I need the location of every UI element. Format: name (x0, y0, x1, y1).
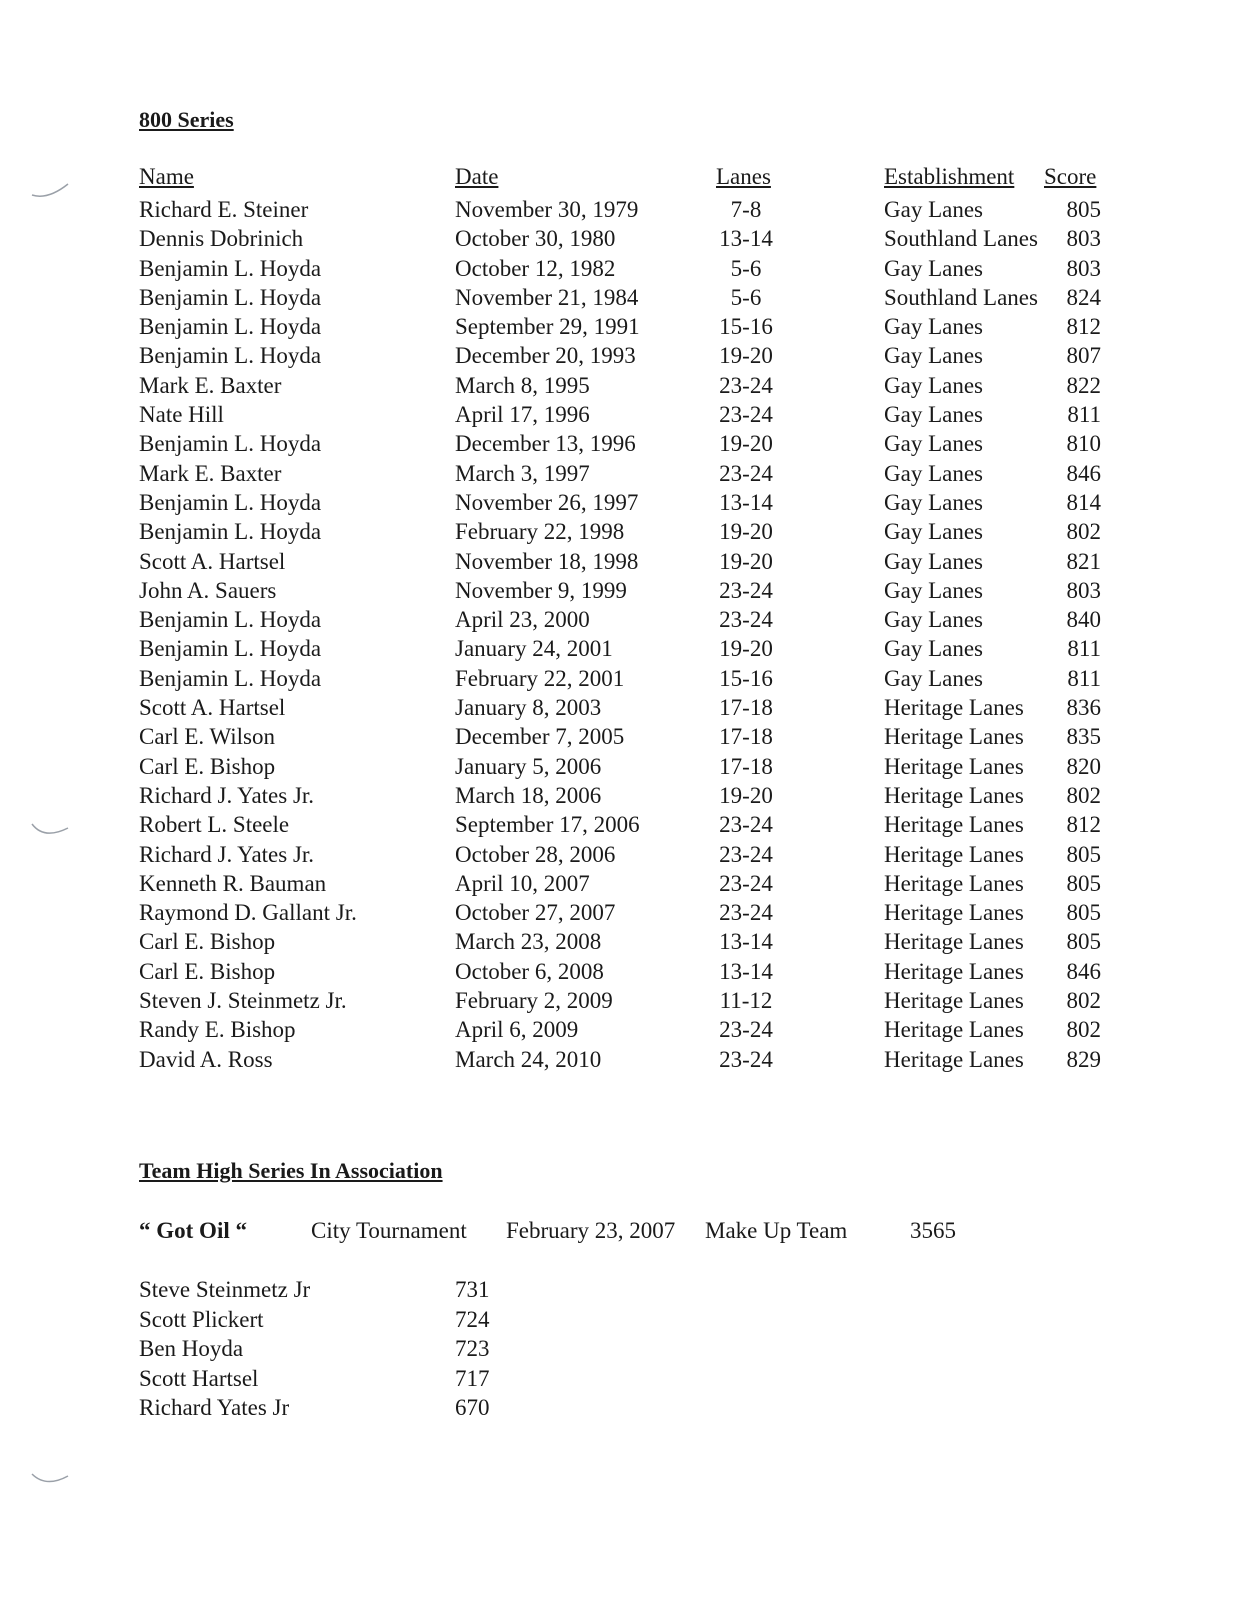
cell-score: 802 (1066, 1017, 1101, 1043)
cell-name: Carl E. Bishop (139, 929, 276, 955)
cell-establishment: Heritage Lanes (884, 695, 1024, 721)
cell-score: 840 (1066, 607, 1101, 633)
cell-lanes: 5-6 (730, 255, 762, 281)
header-lanes: Lanes (716, 164, 771, 189)
table-row (0, 488, 1245, 517)
cell-establishment: Gay Lanes (884, 607, 983, 633)
cell-date: March 3, 1997 (455, 460, 590, 486)
cell-score: 802 (1066, 782, 1101, 808)
cell-name: Benjamin L. Hoyda (139, 607, 322, 633)
cell-date: February 22, 1998 (455, 519, 625, 545)
table-row (0, 283, 1245, 312)
cell-establishment: Heritage Lanes (884, 841, 1024, 867)
cell-score: 807 (1066, 343, 1101, 369)
table-row (0, 957, 1245, 986)
table-row (0, 781, 1245, 810)
cell-lanes: 19-20 (719, 431, 773, 457)
header-establishment: Establishment (884, 164, 1015, 189)
binder-hole-mark (30, 1466, 70, 1488)
table-row (0, 341, 1245, 370)
cell-name: Benjamin L. Hoyda (139, 314, 322, 340)
cell-establishment: Heritage Lanes (884, 929, 1024, 955)
member-name: Scott Hartsel (139, 1365, 259, 1391)
member-score: 670 (455, 1395, 490, 1420)
table-row (0, 517, 1245, 546)
cell-establishment: Gay Lanes (884, 197, 983, 222)
cell-establishment: Gay Lanes (884, 489, 983, 515)
team-date: February 23, 2007 (506, 1218, 676, 1243)
list-item (0, 1393, 600, 1423)
cell-lanes: 19-20 (719, 782, 773, 808)
cell-lanes: 23-24 (719, 372, 773, 398)
cell-lanes: 15-16 (719, 314, 773, 340)
cell-date: November 18, 1998 (455, 548, 639, 574)
cell-name: Benjamin L. Hoyda (139, 255, 322, 281)
table-row (0, 459, 1245, 488)
cell-name: Kenneth R. Bauman (139, 870, 327, 896)
cell-establishment: Heritage Lanes (884, 812, 1024, 838)
cell-lanes: 13-14 (719, 226, 773, 252)
cell-score: 802 (1066, 519, 1101, 545)
cell-date: February 2, 2009 (455, 988, 613, 1014)
team-name: “ Got Oil “ (139, 1218, 247, 1243)
table-row (0, 1015, 1245, 1044)
cell-score: 829 (1066, 1046, 1101, 1072)
table-row (0, 195, 1245, 224)
table-row (0, 986, 1245, 1015)
cell-name: Benjamin L. Hoyda (139, 519, 322, 545)
cell-lanes: 23-24 (719, 577, 773, 603)
cell-score: 803 (1066, 577, 1101, 603)
table-row (0, 693, 1245, 722)
cell-lanes: 19-20 (719, 343, 773, 369)
header-name: Name (139, 164, 194, 189)
cell-date: December 20, 1993 (455, 343, 636, 369)
cell-name: Carl E. Wilson (139, 724, 276, 750)
cell-score: 811 (1067, 665, 1101, 691)
cell-establishment: Gay Lanes (884, 255, 983, 281)
cell-establishment: Heritage Lanes (884, 988, 1024, 1014)
cell-establishment: Gay Lanes (884, 636, 983, 662)
cell-score: 835 (1066, 724, 1101, 750)
cell-score: 836 (1066, 695, 1101, 721)
cell-date: March 24, 2010 (455, 1046, 602, 1072)
cell-date: March 8, 1995 (455, 372, 590, 398)
cell-establishment: Gay Lanes (884, 519, 983, 545)
cell-name: Benjamin L. Hoyda (139, 431, 322, 457)
table-row (0, 840, 1245, 869)
cell-date: January 8, 2003 (455, 695, 602, 721)
table-row (0, 224, 1245, 253)
cell-name: Raymond D. Gallant Jr. (139, 900, 357, 926)
cell-lanes: 13-14 (719, 929, 773, 955)
cell-name: Dennis Dobrinich (139, 226, 304, 252)
cell-establishment: Gay Lanes (884, 548, 983, 574)
member-score: 724 (455, 1306, 490, 1332)
cell-establishment: Heritage Lanes (884, 1046, 1024, 1072)
cell-establishment: Gay Lanes (884, 431, 983, 457)
cell-date: February 22, 2001 (455, 665, 625, 691)
cell-name: Benjamin L. Hoyda (139, 636, 322, 662)
cell-date: April 23, 2000 (455, 607, 590, 633)
cell-lanes: 17-18 (719, 753, 773, 779)
cell-lanes: 23-24 (719, 900, 773, 926)
cell-lanes: 23-24 (719, 1017, 773, 1043)
cell-establishment: Southland Lanes (884, 284, 1038, 310)
member-score: 717 (455, 1365, 490, 1391)
cell-date: April 6, 2009 (455, 1017, 579, 1043)
cell-score: 812 (1066, 812, 1101, 838)
cell-name: David A. Ross (139, 1046, 273, 1072)
table-row (0, 722, 1245, 751)
cell-lanes: 23-24 (719, 812, 773, 838)
cell-score: 802 (1066, 988, 1101, 1014)
cell-score: 810 (1066, 431, 1101, 457)
table-row (0, 547, 1245, 576)
cell-establishment: Southland Lanes (884, 226, 1038, 252)
cell-establishment: Gay Lanes (884, 577, 983, 603)
table-row (0, 810, 1245, 839)
cell-date: January 24, 2001 (455, 636, 613, 662)
table-row (0, 312, 1245, 341)
cell-lanes: 17-18 (719, 724, 773, 750)
cell-score: 803 (1066, 255, 1101, 281)
cell-establishment: Heritage Lanes (884, 782, 1024, 808)
cell-score: 805 (1066, 929, 1101, 955)
cell-score: 811 (1067, 636, 1101, 662)
cell-establishment: Gay Lanes (884, 314, 983, 340)
cell-establishment: Heritage Lanes (884, 753, 1024, 779)
cell-establishment: Heritage Lanes (884, 870, 1024, 896)
table-row (0, 605, 1245, 634)
cell-score: 822 (1066, 372, 1101, 398)
cell-lanes: 19-20 (719, 636, 773, 662)
cell-name: Richard J. Yates Jr. (139, 841, 315, 867)
cell-date: October 6, 2008 (455, 958, 604, 984)
cell-lanes: 7-8 (730, 197, 762, 222)
cell-name: Richard J. Yates Jr. (139, 782, 315, 808)
table-row (0, 752, 1245, 781)
cell-date: December 7, 2005 (455, 724, 625, 750)
cell-establishment: Gay Lanes (884, 460, 983, 486)
table-row (0, 634, 1245, 663)
cell-date: October 28, 2006 (455, 841, 616, 867)
cell-score: 824 (1066, 284, 1101, 310)
team-score: 3565 (910, 1218, 956, 1243)
cell-lanes: 11-12 (719, 988, 773, 1014)
cell-score: 811 (1067, 402, 1101, 428)
cell-date: November 9, 1999 (455, 577, 627, 603)
cell-score: 846 (1066, 460, 1101, 486)
cell-date: December 13, 1996 (455, 431, 636, 457)
table-row (0, 400, 1245, 429)
list-item (0, 1364, 600, 1394)
cell-lanes: 17-18 (719, 695, 773, 721)
cell-date: November 26, 1997 (455, 489, 639, 515)
cell-date: April 17, 1996 (455, 402, 590, 428)
member-score: 731 (455, 1277, 490, 1302)
cell-establishment: Heritage Lanes (884, 724, 1024, 750)
cell-name: Mark E. Baxter (139, 372, 282, 398)
cell-score: 805 (1066, 197, 1101, 222)
cell-name: Benjamin L. Hoyda (139, 665, 322, 691)
header-score: Score (1044, 164, 1097, 189)
series-table-body (0, 195, 1245, 1074)
cell-lanes: 23-24 (719, 870, 773, 896)
cell-date: September 29, 1991 (455, 314, 640, 340)
series-title: 800 Series (139, 107, 234, 132)
cell-name: Scott A. Hartsel (139, 695, 286, 721)
cell-name: Robert L. Steele (139, 812, 290, 838)
cell-establishment: Heritage Lanes (884, 900, 1024, 926)
member-name: Steve Steinmetz Jr (139, 1277, 311, 1302)
cell-establishment: Heritage Lanes (884, 958, 1024, 984)
cell-date: January 5, 2006 (455, 753, 602, 779)
cell-name: Benjamin L. Hoyda (139, 284, 322, 310)
header-date: Date (455, 164, 499, 189)
table-row (0, 429, 1245, 458)
cell-lanes: 19-20 (719, 548, 773, 574)
cell-establishment: Gay Lanes (884, 402, 983, 428)
cell-date: September 17, 2006 (455, 812, 640, 838)
cell-score: 812 (1066, 314, 1101, 340)
cell-date: March 23, 2008 (455, 929, 602, 955)
table-row (0, 927, 1245, 956)
cell-establishment: Gay Lanes (884, 372, 983, 398)
cell-date: October 27, 2007 (455, 900, 616, 926)
member-score: 723 (455, 1336, 490, 1361)
team-event: City Tournament (311, 1218, 467, 1243)
cell-score: 805 (1066, 870, 1101, 896)
cell-name: Steven J. Steinmetz Jr. (139, 988, 347, 1014)
cell-score: 805 (1066, 900, 1101, 926)
cell-score: 821 (1066, 548, 1101, 574)
cell-lanes: 23-24 (719, 841, 773, 867)
cell-name: John A. Sauers (139, 577, 277, 603)
team-member-list (0, 1275, 600, 1423)
cell-date: October 30, 1980 (455, 226, 616, 252)
cell-lanes: 23-24 (719, 460, 773, 486)
cell-score: 820 (1066, 753, 1101, 779)
cell-lanes: 13-14 (719, 958, 773, 984)
member-name: Ben Hoyda (139, 1336, 244, 1361)
team-type: Make Up Team (705, 1218, 848, 1243)
cell-name: Mark E. Baxter (139, 460, 282, 486)
team-title: Team High Series In Association (139, 1158, 443, 1183)
table-row (0, 664, 1245, 693)
cell-name: Richard E. Steiner (139, 197, 309, 222)
cell-score: 846 (1066, 958, 1101, 984)
cell-date: November 21, 1984 (455, 284, 639, 310)
cell-establishment: Gay Lanes (884, 665, 983, 691)
cell-score: 805 (1066, 841, 1101, 867)
cell-score: 803 (1066, 226, 1101, 252)
cell-lanes: 19-20 (719, 519, 773, 545)
list-item (0, 1334, 600, 1364)
cell-name: Nate Hill (139, 402, 224, 428)
table-row (0, 898, 1245, 927)
cell-date: October 12, 1982 (455, 255, 616, 281)
table-row (0, 1045, 1245, 1074)
cell-lanes: 23-24 (719, 1046, 773, 1072)
cell-lanes: 15-16 (719, 665, 773, 691)
cell-name: Carl E. Bishop (139, 958, 276, 984)
cell-lanes: 23-24 (719, 402, 773, 428)
cell-lanes: 13-14 (719, 489, 773, 515)
cell-date: November 30, 1979 (455, 197, 639, 222)
cell-lanes: 23-24 (719, 607, 773, 633)
list-item (0, 1305, 600, 1335)
cell-score: 814 (1066, 489, 1101, 515)
cell-date: March 18, 2006 (455, 782, 602, 808)
cell-name: Benjamin L. Hoyda (139, 343, 322, 369)
cell-name: Randy E. Bishop (139, 1017, 296, 1043)
list-item (0, 1275, 600, 1305)
cell-establishment: Heritage Lanes (884, 1017, 1024, 1043)
cell-establishment: Gay Lanes (884, 343, 983, 369)
table-row (0, 371, 1245, 400)
member-name: Scott Plickert (139, 1306, 264, 1332)
cell-lanes: 5-6 (730, 284, 762, 310)
cell-date: April 10, 2007 (455, 870, 590, 896)
member-name: Richard Yates Jr (139, 1395, 290, 1420)
table-row (0, 869, 1245, 898)
table-row (0, 254, 1245, 283)
cell-name: Carl E. Bishop (139, 753, 276, 779)
cell-name: Scott A. Hartsel (139, 548, 286, 574)
cell-name: Benjamin L. Hoyda (139, 489, 322, 515)
table-row (0, 576, 1245, 605)
